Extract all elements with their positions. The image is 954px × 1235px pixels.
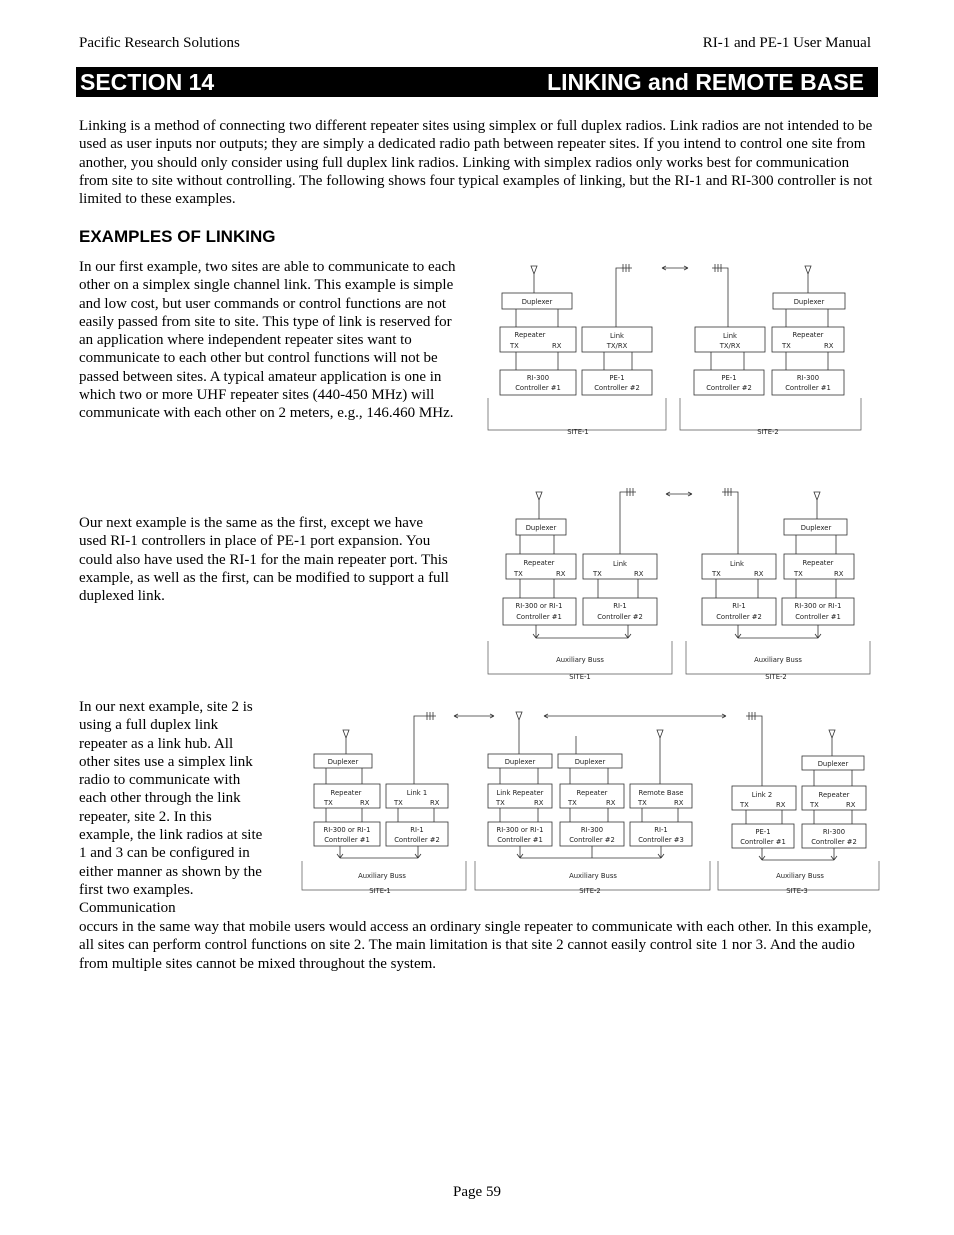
site-label: SITE-1: [569, 673, 591, 681]
site-label: SITE-3: [786, 887, 808, 895]
ri1-controller-number: Controller #2: [394, 836, 440, 844]
repeater-label: Repeater: [576, 789, 608, 797]
tx-label: TX: [794, 570, 803, 578]
ri1-controller-number: Controller #3: [638, 836, 684, 844]
link-arrow: [544, 714, 726, 718]
tx-label: TX: [782, 342, 791, 350]
link-label: Link 2: [751, 791, 773, 799]
diagram-rl1-link: [486, 486, 876, 682]
tx-label: TX: [593, 570, 602, 578]
example2-paragraph: Our next example is the same as the first, except we have used RI-1 controllers in place of PE-1 port expansion. You could also have used the RI-1 for the main repeater port. This example, as well as the first, can be modified to support a full duplexed link.: [79, 515, 449, 605]
controller-number: Controller #1: [515, 384, 561, 392]
rx-label: RX: [360, 799, 370, 807]
duplexer-label: Duplexer: [327, 758, 359, 766]
tx-label: TX: [510, 342, 519, 350]
tx-label: TX: [712, 570, 721, 578]
link-label: Link: [613, 560, 627, 568]
duplexer-label: Duplexer: [800, 524, 832, 532]
antenna-icon: [657, 730, 663, 784]
antenna-icon: [536, 492, 542, 520]
repeater-label: Repeater: [330, 789, 362, 797]
example1-paragraph: In our first example, two sites are able to communicate to each other on a simplex single channel link. This example is simple and low cost, but user commands or control functions are not easily passed from site to site. This type of link is reserved for an application where independent repeater sites want to communicate to each other but control functions will not be passed between sites. A typical amateur application is one in which two or more UHF repeater sites (440-450 MHz) will communicate with each other on 2 meters, e.g., 146.460 MHz.: [79, 259, 456, 422]
antenna-icon: [814, 492, 820, 520]
link-mode-label: TX/RX: [606, 342, 628, 350]
link-repeater-label: Link Repeater: [496, 789, 544, 797]
aux-buss-label: Auxiliary Buss: [776, 872, 824, 880]
rx-label: RX: [552, 342, 562, 350]
pe1-controller-number: Controller #1: [740, 838, 786, 846]
repeater-label: Repeater: [802, 559, 834, 567]
section-title: LINKING and REMOTE BASE: [547, 69, 864, 95]
antenna-icon: [829, 730, 835, 756]
tx-label: TX: [394, 799, 403, 807]
site-label: SITE-1: [567, 428, 589, 436]
aux-buss-label: Auxiliary Buss: [754, 656, 802, 664]
duplexer-label: Duplexer: [574, 758, 606, 766]
pe1-controller-name: PE-1: [609, 374, 625, 382]
rx-label: RX: [674, 799, 684, 807]
repeater-label: Repeater: [792, 331, 824, 339]
tx-label: TX: [740, 801, 749, 809]
site-label: SITE-2: [757, 428, 779, 436]
header-left: Pacific Research Solutions: [79, 35, 240, 51]
controller-name: RI-300: [796, 374, 820, 382]
rx-label: RX: [534, 799, 544, 807]
diagram-simplex-link: [486, 260, 876, 440]
example3-paragraph-narrow: In our next example, site 2 is using a full duplex link repeater as a link hub. All other sites use a simplex link radio to communicate with each other through the link repeater, site 2. In this example, the link radios at site 1 and 3 can be configured in either manner as shown by the first two examples. Communication: [79, 699, 263, 917]
controller-name: RI-300: [822, 828, 846, 836]
aux-buss-label: Auxiliary Buss: [569, 872, 617, 880]
controller-number: Controller #1: [324, 836, 370, 844]
link-antenna-icon: [746, 712, 762, 786]
rx-label: RX: [846, 801, 856, 809]
rx-label: RX: [606, 799, 616, 807]
link-label: Link: [610, 332, 624, 340]
tx-label: TX: [810, 801, 819, 809]
pe1-controller-name: PE-1: [721, 374, 737, 382]
page-number: Page 59: [453, 1184, 501, 1200]
site-label: SITE-2: [579, 887, 601, 895]
antenna-icon: [805, 266, 811, 294]
ri1-controller-name: RI-1: [613, 602, 627, 610]
controller-name: RI-300 or RI-1: [515, 602, 563, 610]
diagram3-site3: [718, 712, 879, 895]
link-label: Link 1: [406, 789, 428, 797]
rx-label: RX: [556, 570, 566, 578]
controller-number: Controller #1: [497, 836, 543, 844]
intro-paragraph: Linking is a method of connecting two different repeater sites using simplex or full duplex radios. Link radios are not intended to be used as user inputs nor outputs; they are simply a dedicated radio path between repeater sites. If you intend to control one site from another, you should only consider using full duplex link radios. Linking with simplex radios only works best for communication from site to site without controlling. The following shows four typical examples of linking, but the RI-1 and RI-300 controller is not limited to these examples.: [79, 118, 873, 208]
tx-label: TX: [638, 799, 647, 807]
remote-base-label: Remote Base: [638, 789, 684, 797]
link-antenna-icon: [712, 264, 728, 327]
repeater-label: Repeater: [514, 331, 546, 339]
ri1-controller-name: RI-1: [654, 826, 668, 834]
controller-number: Controller #1: [516, 613, 562, 621]
section-bar: [76, 67, 878, 97]
rx-label: RX: [776, 801, 786, 809]
link-antenna-icon: [414, 712, 436, 784]
tx-label: TX: [324, 799, 333, 807]
controller-name: RI-300 or RI-1: [794, 602, 842, 610]
link-antenna-icon: [722, 488, 738, 554]
rx-label: RX: [430, 799, 440, 807]
controller-number: Controller #2: [811, 838, 857, 846]
pe1-controller-name: PE-1: [755, 828, 771, 836]
pe1-controller-number: Controller #2: [706, 384, 752, 392]
example3-paragraph-wide: occurs in the same way that mobile users would access an ordinary single repeater to communicate with each other. In this example, all sites can perform control functions on site 2. The main limitation is that site 2 cannot easily control site 1 nor 3. And the audio from multiple sites cannot be mixed throughout the system.: [79, 919, 872, 972]
rx-label: RX: [754, 570, 764, 578]
link-arrow: [454, 714, 494, 718]
ri1-controller-number: Controller #2: [716, 613, 762, 621]
rx-label: RX: [634, 570, 644, 578]
antenna-icon: [531, 266, 537, 294]
ri1-controller-name: RI-1: [410, 826, 424, 834]
controller-name: RI-300: [580, 826, 604, 834]
link-antenna-icon: [620, 488, 636, 554]
ri1-controller-number: Controller #2: [597, 613, 643, 621]
tx-label: TX: [514, 570, 523, 578]
controller-name: RI-300 or RI-1: [496, 826, 544, 834]
pe1-controller-number: Controller #2: [594, 384, 640, 392]
section-number: SECTION 14: [80, 69, 215, 95]
duplexer-label: Duplexer: [504, 758, 536, 766]
diagram2-site1: [488, 488, 672, 681]
tx-label: TX: [568, 799, 577, 807]
diagram-link-hub: [300, 708, 880, 898]
diagram2-site2: [686, 488, 870, 681]
link-label: Link: [730, 560, 744, 568]
diagram3-site2: [475, 712, 710, 895]
diagram1-site2: [680, 264, 861, 436]
controller-name: RI-300 or RI-1: [323, 826, 371, 834]
header-right: RI-1 and PE-1 User Manual: [702, 35, 871, 51]
duplexer-label: Duplexer: [525, 524, 557, 532]
controller-name: RI-300: [526, 374, 550, 382]
diagram1-site1: [488, 264, 666, 436]
ri1-controller-name: RI-1: [732, 602, 746, 610]
link-antenna-icon: [616, 264, 632, 327]
site-label: SITE-2: [765, 673, 787, 681]
site-label: SITE-1: [369, 887, 391, 895]
antenna-icon: [343, 730, 349, 754]
controller-number: Controller #1: [795, 613, 841, 621]
repeater-label: Repeater: [818, 791, 850, 799]
rx-label: RX: [834, 570, 844, 578]
controller-number: Controller #1: [785, 384, 831, 392]
repeater-label: Repeater: [523, 559, 555, 567]
link-arrow: [662, 266, 688, 270]
controller-number: Controller #2: [569, 836, 615, 844]
link-label: Link: [723, 332, 737, 340]
duplexer-label: Duplexer: [817, 760, 849, 768]
tx-label: TX: [496, 799, 505, 807]
duplexer-label: Duplexer: [521, 298, 553, 306]
link-arrow: [666, 492, 692, 496]
link-mode-label: TX/RX: [719, 342, 741, 350]
antenna-icon: [516, 712, 522, 754]
duplexer-label: Duplexer: [793, 298, 825, 306]
diagram3-site1: [302, 712, 466, 895]
examples-heading: EXAMPLES OF LINKING: [79, 227, 276, 246]
aux-buss-label: Auxiliary Buss: [556, 656, 604, 664]
rx-label: RX: [824, 342, 834, 350]
aux-buss-label: Auxiliary Buss: [358, 872, 406, 880]
